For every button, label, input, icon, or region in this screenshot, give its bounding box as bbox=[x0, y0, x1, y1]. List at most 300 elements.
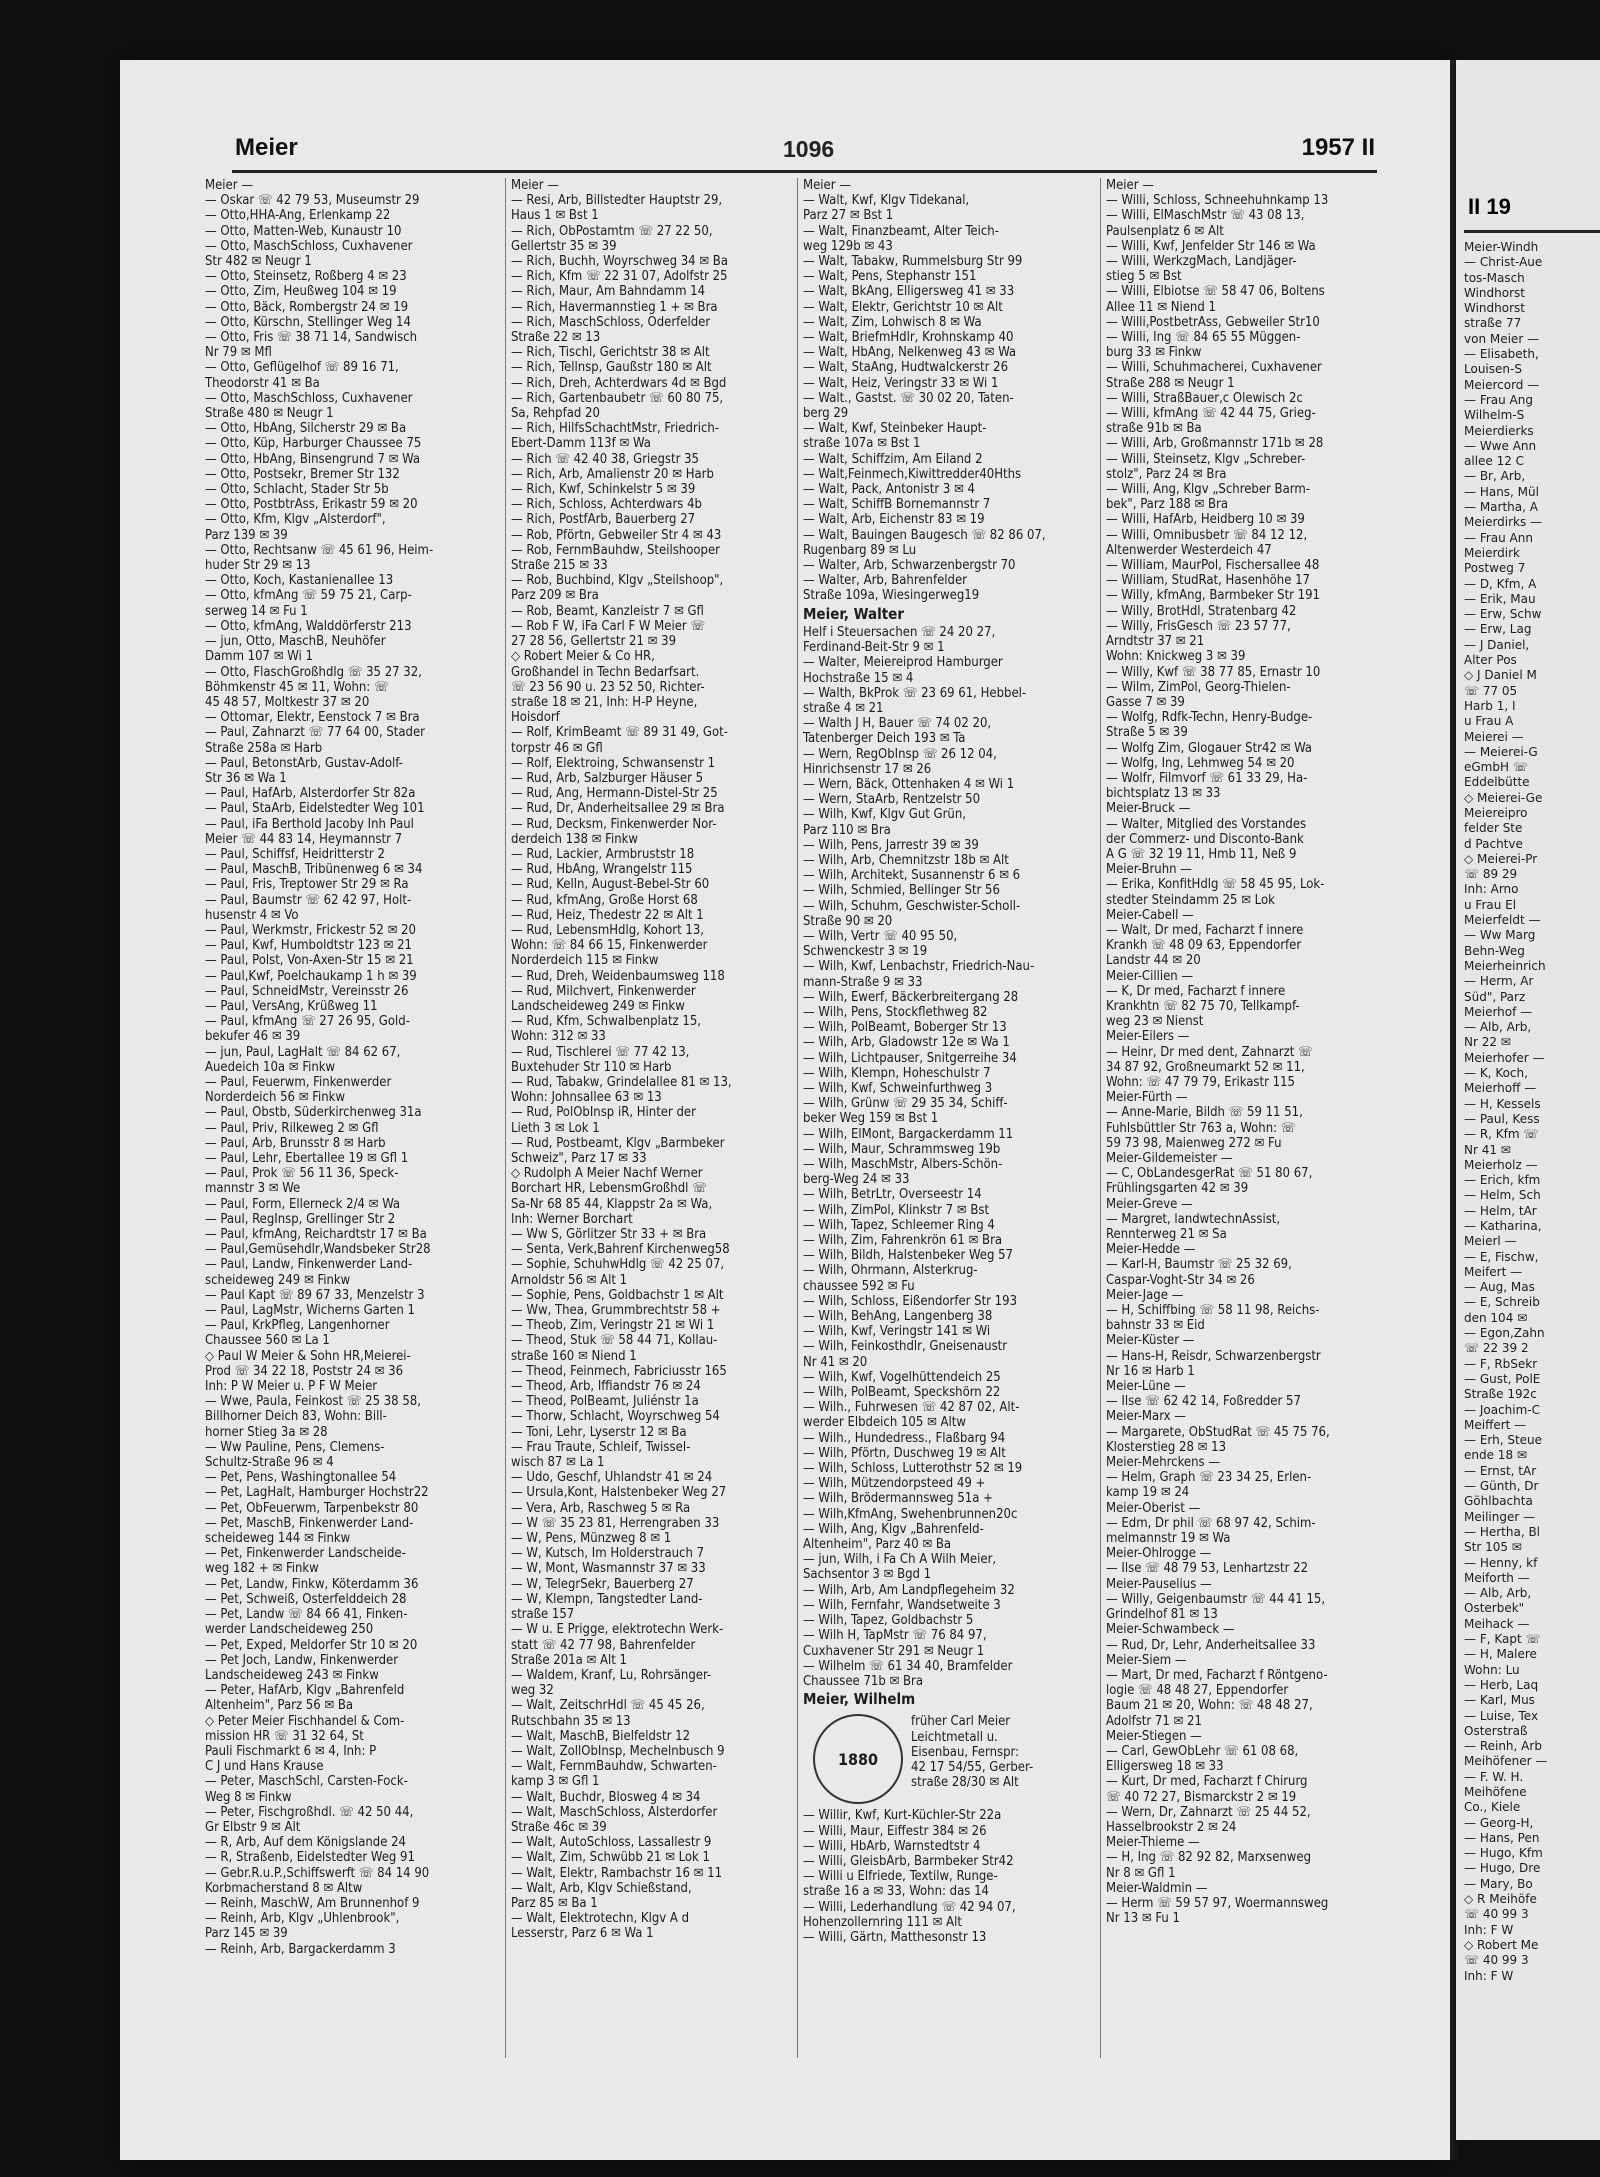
directory-entry: — jun, Paul, LagHalt ☏ 84 62 67, bbox=[205, 1044, 401, 1060]
directory-entry: — Pet, MaschB, Finkenwerder Land- bbox=[205, 1515, 414, 1531]
directory-entry: — Rud, Heiz, Thedestr 22 ✉ Alt 1 bbox=[511, 907, 704, 923]
page-header bbox=[235, 134, 1375, 168]
directory-entry: — Paul, Feuerwm, Finkenwerder bbox=[205, 1074, 392, 1090]
directory-entry: Nr 41 ✉ 20 bbox=[803, 1354, 868, 1370]
directory-entry: Sa-Nr 68 85 44, Klappstr 2a ✉ Wa, bbox=[511, 1196, 713, 1212]
directory-entry: — Aug, Mas bbox=[1464, 1280, 1535, 1295]
directory-entry: Korbmacherstand 8 ✉ Altw bbox=[205, 1880, 363, 1896]
directory-entry: — Thorw, Schlacht, Woyrschweg 54 bbox=[511, 1409, 720, 1425]
directory-entry: — Wilh, Architekt, Susannenstr 6 ✉ 6 bbox=[803, 868, 1021, 884]
directory-entry: — Martha, A bbox=[1464, 500, 1538, 515]
directory-entry: — Erik, Mau bbox=[1464, 591, 1536, 606]
directory-entry: Lesserstr, Parz 6 ✉ Wa 1 bbox=[511, 1926, 654, 1942]
directory-entry: straße 77 bbox=[1464, 316, 1522, 331]
directory-entry: bek", Parz 188 ✉ Bra bbox=[1106, 497, 1229, 513]
directory-entry: — Willi, Steinsetz, Klgv „Schreber- bbox=[1106, 451, 1306, 467]
directory-entry: Meier-Jage — bbox=[1106, 1287, 1184, 1303]
directory-entry: kamp 3 ✉ Gfl 1 bbox=[511, 1774, 600, 1790]
directory-entry: — Paul, LagMstr, Wicherns Garten 1 bbox=[205, 1303, 415, 1319]
directory-entry: Wohn: 312 ✉ 33 bbox=[511, 1029, 606, 1045]
directory-entry: — Wilh, PolBeamt, Speckshörn 22 bbox=[803, 1385, 1001, 1401]
directory-entry: Inh: Arno bbox=[1464, 882, 1519, 897]
directory-entry: — Wilh H, TapMstr ☏ 76 84 97, bbox=[803, 1628, 987, 1644]
directory-entry: Straße 258a ✉ Harb bbox=[205, 740, 323, 756]
directory-entry: Meier — bbox=[205, 178, 253, 193]
directory-entry: — Willy, FrisGesch ☏ 23 57 77, bbox=[1106, 618, 1291, 634]
directory-entry: Parz 209 ✉ Bra bbox=[511, 588, 599, 604]
directory-entry: Leichtmetall u. bbox=[911, 1729, 998, 1745]
directory-entry: Str 36 ✉ Wa 1 bbox=[205, 770, 287, 786]
directory-entry: — Walth, BkProk ☏ 23 69 61, Hebbel- bbox=[803, 685, 1027, 701]
directory-entry: — Paul,Kwf, Poelchaukamp 1 h ✉ 39 bbox=[205, 968, 417, 984]
directory-entry: — Wilhelm ☏ 61 34 40, Bramfelder bbox=[803, 1658, 1013, 1674]
directory-entry: — F. W. H. bbox=[1464, 1769, 1524, 1784]
directory-entry: — Rich, HilfsSchachtMstr, Friedrich- bbox=[511, 421, 720, 437]
directory-entry: — Vera, Arb, Raschweg 5 ✉ Ra bbox=[511, 1500, 691, 1516]
directory-entry: — Paul, MaschB, Tribünenweg 6 ✉ 34 bbox=[205, 862, 423, 878]
directory-entry: Nr 41 ✉ bbox=[1464, 1142, 1511, 1157]
directory-entry: — Rud, LebensmHdlg, Kohort 13, bbox=[511, 922, 704, 938]
directory-entry: — Willi, Elbiotse ☏ 58 47 06, Boltens bbox=[1106, 284, 1325, 300]
directory-entry: — Wilh, Ohrmann, Alsterkrug- bbox=[803, 1263, 978, 1279]
directory-entry: Paulsenplatz 6 ✉ Alt bbox=[1106, 223, 1224, 239]
directory-entry: — Anne-Marie, Bildh ☏ 59 11 51, bbox=[1106, 1105, 1303, 1121]
directory-entry: tos-Masch bbox=[1464, 270, 1525, 285]
directory-entry: — Walt, Pack, Antonistr 3 ✉ 4 bbox=[803, 482, 975, 498]
directory-entry: beker Weg 159 ✉ Bst 1 bbox=[803, 1111, 939, 1127]
column-1 bbox=[205, 178, 477, 2078]
directory-entry: — Hertha, Bl bbox=[1464, 1524, 1541, 1539]
directory-entry: Meier — bbox=[1106, 178, 1154, 193]
directory-entry: Meier-Cillien — bbox=[1106, 968, 1194, 984]
directory-entry: Meierhofer — bbox=[1464, 1050, 1545, 1065]
directory-entry: — Otto, MaschSchloss, Cuxhavener bbox=[205, 390, 413, 406]
directory-entry: — Rud, Milchvert, Finkenwerder bbox=[511, 983, 696, 999]
directory-entry: Meifert — bbox=[1464, 1264, 1523, 1279]
directory-entry: — F, Kapt ☏ bbox=[1464, 1632, 1541, 1647]
directory-entry: Gasse 7 ✉ 39 bbox=[1106, 694, 1185, 710]
directory-entry: — Rud, Tischlerei ☏ 77 42 13, bbox=[511, 1044, 690, 1060]
directory-entry: Meier-Schwambeck — bbox=[1106, 1622, 1235, 1638]
directory-entry: — Willi, Gärtn, Matthesonstr 13 bbox=[803, 1929, 987, 1945]
directory-entry: ☏ 23 56 90 u. 23 52 50, Richter- bbox=[511, 679, 705, 695]
directory-entry: — William, StudRat, Hasenhöhe 17 bbox=[1106, 573, 1310, 589]
directory-entry: — Wilh, PolBeamt, Boberger Str 13 bbox=[803, 1020, 1007, 1036]
directory-entry: — Katharina, bbox=[1464, 1219, 1542, 1233]
directory-entry: — Rud, HbAng, Wrangelstr 115 bbox=[511, 862, 693, 878]
directory-entry: — Reinh, MaschW, Am Brunnenhof 9 bbox=[205, 1895, 420, 1911]
directory-entry: Straße 5 ✉ 39 bbox=[1106, 725, 1188, 741]
directory-entry: — Paul, Kess bbox=[1464, 1111, 1540, 1126]
directory-entry: — Willi, Kwf, Jenfelder Str 146 ✉ Wa bbox=[1106, 238, 1316, 254]
directory-entry: — Walth J H, Bauer ☏ 74 02 20, bbox=[803, 716, 992, 732]
directory-entry: Meiffert — bbox=[1464, 1417, 1527, 1432]
directory-entry: — Otto, MaschSchloss, Cuxhavener bbox=[205, 238, 413, 254]
directory-entry: 45 48 57, Moltkestr 37 ✉ 20 bbox=[205, 694, 370, 710]
directory-entry: felder Ste bbox=[1464, 821, 1523, 836]
directory-entry: Meihack — bbox=[1464, 1616, 1530, 1631]
directory-entry: — Sophie, SchuhwHdlg ☏ 42 25 07, bbox=[511, 1257, 725, 1273]
directory-entry: Meierhof — bbox=[1464, 1004, 1533, 1019]
directory-entry: Straße 215 ✉ 33 bbox=[511, 558, 608, 574]
directory-entry: — Walt,Feinmech,Kiwittredder40Hths bbox=[803, 466, 1022, 482]
directory-entry: Meierholz — bbox=[1464, 1157, 1538, 1172]
directory-entry: — Walt, Zim, Lohwisch 8 ✉ Wa bbox=[803, 314, 982, 330]
directory-entry: Meierhoff — bbox=[1464, 1081, 1537, 1096]
directory-entry: — Wilh, Arb, Chemnitzstr 18b ✉ Alt bbox=[803, 852, 1009, 868]
directory-entry: ◇ J Daniel M bbox=[1464, 668, 1537, 683]
company-seal: 1880 bbox=[813, 1714, 903, 1804]
directory-entry: — Oskar ☏ 42 79 53, Museumstr 29 bbox=[205, 193, 420, 209]
directory-entry: — Rud, Kfm, Schwalbenplatz 15, bbox=[511, 1014, 701, 1030]
directory-entry: Meier-Siem — bbox=[1106, 1652, 1187, 1668]
directory-entry: — Walter, Meiereiprod Hamburger bbox=[803, 655, 1003, 671]
directory-entry: — Wilh, Grünw ☏ 29 35 34, Schiff- bbox=[803, 1096, 1008, 1112]
directory-entry: — Pet, Landw ☏ 84 66 41, Finken- bbox=[205, 1607, 408, 1623]
header-name: Meier bbox=[235, 134, 298, 161]
directory-entry: — Wilh, Feinkosthdlr, Gneisenaustr bbox=[803, 1339, 1008, 1355]
directory-entry: — Pet, ObFeuerwm, Tarpenbekstr 80 bbox=[205, 1500, 419, 1516]
directory-entry: — Wilh, Schmied, Bellinger Str 56 bbox=[803, 883, 1000, 899]
directory-entry: Sa, Rehpfad 20 bbox=[511, 406, 600, 422]
directory-entry: — Wolfg Zim, Glogauer Str42 ✉ Wa bbox=[1106, 740, 1312, 756]
directory-entry: Straße 480 ✉ Neugr 1 bbox=[205, 406, 334, 422]
directory-entry: — Frau Traute, Schleif, Twissel- bbox=[511, 1439, 691, 1455]
directory-entry: — Walt, ZeitschrHdl ☏ 45 45 26, bbox=[511, 1698, 705, 1714]
directory-entry: — Paul, Landw, Finkenwerder Land- bbox=[205, 1257, 413, 1273]
directory-entry: der Commerz- und Disconto-Bank bbox=[1106, 831, 1304, 847]
directory-entry: bahnstr 33 ✉ Eid bbox=[1106, 1318, 1205, 1334]
directory-entry: u Frau El bbox=[1464, 897, 1517, 912]
directory-entry: — Willi, Omnibusbetr ☏ 84 12 12, bbox=[1106, 527, 1308, 543]
directory-entry: Meier-Eilers — bbox=[1106, 1029, 1190, 1045]
directory-entry: husenstr 4 ✉ Vo bbox=[205, 907, 299, 923]
directory-entry: — Willir, Kwf, Kurt-Küchler-Str 22a bbox=[803, 1808, 1002, 1824]
directory-entry: — Ilse ☏ 62 42 14, Foßredder 57 bbox=[1106, 1394, 1301, 1410]
directory-entry: — Pet, Exped, Meldorfer Str 10 ✉ 20 bbox=[205, 1637, 418, 1653]
directory-entry: — Willy, BrotHdl, Stratenbarg 42 bbox=[1106, 603, 1297, 619]
directory-entry: 42 17 54/55, Gerber- bbox=[911, 1759, 1034, 1775]
directory-entry: — Otto, Kfm, Klgv „Alsterdorf", bbox=[205, 512, 386, 528]
directory-entry: — Willi, Ang, Klgv „Schreber Barm- bbox=[1106, 482, 1310, 498]
directory-entry: — Wilm, ZimPol, Georg-Thielen- bbox=[1106, 679, 1291, 695]
directory-entry: Meilinger — bbox=[1464, 1509, 1536, 1524]
directory-entry: — Georg-H, bbox=[1464, 1815, 1534, 1830]
directory-entry: Straße 109a, Wiesingerweg19 bbox=[803, 588, 980, 604]
directory-entry: — Willi, Ing ☏ 84 65 55 Müggen- bbox=[1106, 330, 1301, 346]
directory-entry: Nr 8 ✉ Gfl 1 bbox=[1106, 1865, 1176, 1881]
directory-entry: Arnoldstr 56 ✉ Alt 1 bbox=[511, 1272, 628, 1288]
directory-entry: — Helm, Sch bbox=[1464, 1188, 1541, 1203]
entry-heading-walter: Meier, Walter bbox=[803, 604, 904, 623]
directory-entry: Hinrichsenstr 17 ✉ 26 bbox=[803, 761, 932, 777]
directory-entry: — Ilse ☏ 48 79 53, Lenhartzstr 22 bbox=[1106, 1561, 1309, 1577]
directory-entry: kamp 19 ✉ 24 bbox=[1106, 1485, 1190, 1501]
directory-entry: — Pet Joch, Landw, Finkenwerder bbox=[205, 1652, 399, 1668]
column-2 bbox=[511, 178, 783, 2078]
directory-entry: — Wilh, Kwf, Klgv Gut Grün, bbox=[803, 807, 966, 823]
directory-entry: — Hans, Pen bbox=[1464, 1830, 1540, 1845]
directory-entry: — Wilh, Kwf, Veringstr 141 ✉ Wi bbox=[803, 1324, 991, 1340]
directory-entry: — Herm, Ar bbox=[1464, 974, 1534, 989]
directory-entry: straße 91b ✉ Ba bbox=[1106, 421, 1202, 437]
directory-entry: — Wolfg, Ing, Lehmweg 54 ✉ 20 bbox=[1106, 755, 1295, 771]
directory-entry: Ebert-Damm 113f ✉ Wa bbox=[511, 436, 651, 452]
directory-entry: Wohn: ☏ 84 66 15, Finkenwerder bbox=[511, 938, 708, 954]
directory-entry: — Rich, ObPostamtm ☏ 27 22 50, bbox=[511, 223, 713, 239]
directory-entry: — Wern, StaArb, Rentzelstr 50 bbox=[803, 792, 981, 808]
directory-entry: Auedeich 10a ✉ Finkw bbox=[205, 1059, 336, 1075]
directory-entry: — Theod, Arb, Iffiandstr 76 ✉ 24 bbox=[511, 1379, 701, 1395]
directory-entry: — Wilh, Schloss, Lutterothstr 52 ✉ 19 bbox=[803, 1461, 1023, 1477]
directory-entry: — Pet, Schweiß, Osterfelddeich 28 bbox=[205, 1591, 407, 1607]
directory-entry: — Wern, Dr, Zahnarzt ☏ 25 44 52, bbox=[1106, 1804, 1311, 1820]
directory-entry: — Helm, Graph ☏ 23 34 25, Erlen- bbox=[1106, 1470, 1312, 1486]
directory-entry: stedter Steindamm 25 ✉ Lok bbox=[1106, 892, 1275, 908]
directory-entry: — Rich, MaschSchloss, Oderfelder bbox=[511, 314, 711, 330]
directory-entry: Straße 46c ✉ 39 bbox=[511, 1819, 607, 1835]
directory-entry: Chaussee 560 ✉ La 1 bbox=[205, 1333, 330, 1349]
directory-entry: — Hugo, Dre bbox=[1464, 1861, 1541, 1876]
directory-entry: — Rich, Dreh, Achterdwars 4d ✉ Bgd bbox=[511, 375, 727, 391]
directory-entry: — Wilh, Pens, Stockflethweg 82 bbox=[803, 1004, 988, 1020]
directory-entry: Nr 79 ✉ Mfl bbox=[205, 345, 272, 361]
directory-entry: Inh: F W bbox=[1464, 1922, 1514, 1937]
directory-entry: — Margarete, ObStudRat ☏ 45 75 76, bbox=[1106, 1424, 1330, 1440]
directory-entry: Meier — bbox=[803, 178, 851, 193]
directory-entry: — Walt, BriefmHdlr, Krohnskamp 40 bbox=[803, 330, 1014, 346]
directory-entry: Hohenzollernring 111 ✉ Alt bbox=[803, 1914, 962, 1930]
directory-entry: Postweg 7 bbox=[1464, 561, 1526, 576]
directory-entry: — Wilh., Fuhrwesen ☏ 42 87 02, Alt- bbox=[803, 1400, 1020, 1416]
directory-entry: den 104 ✉ bbox=[1464, 1310, 1528, 1325]
directory-entry: Hoisdorf bbox=[511, 710, 560, 726]
directory-entry: Haus 1 ✉ Bst 1 bbox=[511, 208, 599, 224]
directory-entry: Meier-Mehrckens — bbox=[1106, 1455, 1221, 1471]
directory-entry: — Wwe Ann bbox=[1464, 438, 1537, 453]
directory-entry: Nr 16 ✉ Harb 1 bbox=[1106, 1363, 1195, 1379]
directory-entry: — Willi, WerkzgMach, Landjäger- bbox=[1106, 254, 1297, 270]
directory-entry: — E, Fischw, bbox=[1464, 1249, 1539, 1264]
directory-entry: Meier-Greve — bbox=[1106, 1196, 1193, 1212]
directory-entry: Krankhtn ☏ 82 75 70, Tellkampf- bbox=[1106, 998, 1300, 1014]
directory-entry: Göhlbachta bbox=[1464, 1494, 1533, 1509]
directory-entry: — Hans-H, Reisdr, Schwarzenbergstr bbox=[1106, 1348, 1321, 1364]
directory-entry: ☏ 40 99 3 bbox=[1464, 1907, 1529, 1922]
directory-entry: Parz 85 ✉ Ba 1 bbox=[511, 1895, 598, 1911]
directory-entry: Meihöfene bbox=[1464, 1784, 1527, 1799]
directory-entry: — Paul, Kwf, Humboldtstr 123 ✉ 21 bbox=[205, 938, 412, 954]
directory-entry: — Christ-Aue bbox=[1464, 255, 1543, 270]
directory-entry: Wohn: Knickweg 3 ✉ 39 bbox=[1106, 649, 1246, 665]
directory-entry: — Willi,PostbetrAss, Gebweiler Str10 bbox=[1106, 314, 1320, 330]
directory-entry: allee 12 C bbox=[1464, 454, 1525, 469]
directory-entry: stieg 5 ✉ Bst bbox=[1106, 269, 1182, 285]
directory-entry: — Willi, Arb, Großmannstr 171b ✉ 28 bbox=[1106, 436, 1324, 452]
directory-entry: — W, TelegrSekr, Bauerberg 27 bbox=[511, 1576, 694, 1592]
directory-entry: Meier ☏ 44 83 14, Heymannstr 7 bbox=[205, 831, 403, 847]
directory-entry: — H, Schiffbing ☏ 58 11 98, Reichs- bbox=[1106, 1303, 1320, 1319]
directory-entry: straße 160 ✉ Niend 1 bbox=[511, 1348, 637, 1364]
directory-entry: — Joachim-C bbox=[1464, 1402, 1540, 1417]
directory-entry: Ferdinand-Beit-Str 9 ✉ 1 bbox=[803, 640, 945, 656]
directory-entry: — Karl, Mus bbox=[1464, 1693, 1535, 1708]
directory-entry: — Walt, Schiffzim, Am Eiland 2 bbox=[803, 451, 983, 467]
directory-entry: — Hans, Mül bbox=[1464, 484, 1539, 499]
directory-entry: — H, Kessels bbox=[1464, 1096, 1541, 1111]
directory-entry: — Wilh, Klempn, Hoheschulstr 7 bbox=[803, 1065, 991, 1081]
directory-entry: — Egon,Zahn bbox=[1464, 1326, 1545, 1341]
directory-entry: — Rob, FernmBauhdw, Steilshooper bbox=[511, 542, 720, 558]
directory-entry: — W, Pens, Münzweg 8 ✉ 1 bbox=[511, 1531, 672, 1547]
directory-entry: — Otto, Küp, Harburger Chaussee 75 bbox=[205, 436, 422, 452]
directory-entry: Meier-Stiegen — bbox=[1106, 1728, 1202, 1744]
directory-entry: Straße 192c bbox=[1464, 1387, 1537, 1402]
directory-entry: — Heinr, Dr med dent, Zahnarzt ☏ bbox=[1106, 1044, 1313, 1060]
directory-entry: bekufer 46 ✉ 39 bbox=[205, 1029, 301, 1045]
directory-entry: — Carl, GewObLehr ☏ 61 08 68, bbox=[1106, 1743, 1299, 1759]
directory-entry: — W, Kutsch, Im Holderstrauch 7 bbox=[511, 1546, 705, 1562]
directory-entry: Inh: F W bbox=[1464, 1968, 1514, 1983]
directory-entry: — W, Klempn, Tangstedter Land- bbox=[511, 1591, 703, 1607]
next-page-header: II 19 bbox=[1468, 194, 1511, 219]
directory-entry: — Willi, Maur, Eiffestr 384 ✉ 26 bbox=[803, 1823, 987, 1839]
directory-entry: Windhorst bbox=[1464, 285, 1525, 300]
directory-entry: — Otto, Geflügelhof ☏ 89 16 71, bbox=[205, 360, 399, 376]
directory-entry: — H, Ing ☏ 82 92 82, Marxsenweg bbox=[1106, 1850, 1311, 1866]
directory-entry: — Paul, Form, Ellerneck 2/4 ✉ Wa bbox=[205, 1196, 401, 1212]
directory-entry: — Rich, PostfArb, Bauerberg 27 bbox=[511, 512, 696, 528]
directory-entry: Meier-Bruck — bbox=[1106, 801, 1191, 817]
directory-entry: Straße 22 ✉ 13 bbox=[511, 330, 601, 346]
directory-entry: — Ursula,Kont, Halstenbeker Weg 27 bbox=[511, 1485, 727, 1501]
directory-entry: — Paul, BetonstArb, Gustav-Adolf- bbox=[205, 755, 403, 771]
directory-entry: Theodorstr 41 ✉ Ba bbox=[205, 375, 320, 391]
directory-entry: — Walt, Tabakw, Rummelsburg Str 99 bbox=[803, 254, 1023, 270]
directory-entry: torpstr 46 ✉ Gfl bbox=[511, 740, 603, 756]
directory-entry: — Hugo, Kfm bbox=[1464, 1846, 1543, 1861]
directory-entry: — C, ObLandesgerRat ☏ 51 80 67, bbox=[1106, 1166, 1313, 1182]
directory-entry: Parz 145 ✉ 39 bbox=[205, 1926, 288, 1942]
directory-entry: — Walt, HbAng, Nelkenweg 43 ✉ Wa bbox=[803, 345, 1017, 361]
directory-entry: — Walt, Elektrotechn, Klgv A d bbox=[511, 1911, 690, 1927]
directory-entry: — Wwe, Paula, Feinkost ☏ 25 38 58, bbox=[205, 1394, 421, 1410]
directory-entry: Louisen-S bbox=[1464, 362, 1522, 377]
directory-entry: — Otto, Steinsetz, Roßberg 4 ✉ 23 bbox=[205, 269, 407, 285]
directory-entry: — Resi, Arb, Billstedter Hauptstr 29, bbox=[511, 193, 723, 209]
directory-entry: — Willi, Schloss, Schneehuhnkamp 13 bbox=[1106, 193, 1329, 209]
directory-entry: berg 29 bbox=[803, 406, 849, 422]
directory-entry: — Br, Arb, bbox=[1464, 469, 1526, 484]
directory-entry: Sachsentor 3 ✉ Bgd 1 bbox=[803, 1567, 932, 1583]
directory-entry: Elligersweg 18 ✉ 33 bbox=[1106, 1759, 1224, 1775]
directory-entry: — Frau Ang bbox=[1464, 392, 1533, 407]
directory-entry: ◇ Peter Meier Fischhandel & Com- bbox=[205, 1713, 405, 1729]
directory-entry: weg 182 + ✉ Finkw bbox=[205, 1561, 319, 1577]
directory-entry: Landscheideweg 249 ✉ Finkw bbox=[511, 998, 685, 1014]
directory-entry: — Walt., Gastst. ☏ 30 02 20, Taten- bbox=[803, 390, 1014, 406]
directory-entry: — Kurt, Dr med, Facharzt f Chirurg bbox=[1106, 1774, 1308, 1790]
directory-entry: Harb 1, I bbox=[1464, 698, 1516, 713]
directory-entry: Norderdeich 115 ✉ Finkw bbox=[511, 953, 659, 969]
directory-entry: — Wolfr, Filmvorf ☏ 61 33 29, Ha- bbox=[1106, 770, 1308, 786]
directory-entry: — K, Dr med, Facharzt f innere bbox=[1106, 983, 1286, 999]
directory-entry: Meierdirks — bbox=[1464, 515, 1543, 530]
directory-entry: Altenheim", Parz 40 ✉ Ba bbox=[803, 1537, 952, 1553]
directory-entry: — Otto, Postsekr, Bremer Str 132 bbox=[205, 466, 400, 482]
directory-entry: — F, RbSekr bbox=[1464, 1356, 1538, 1371]
directory-entry: — Wilh, Zim, Fahrenkrön 61 ✉ Bra bbox=[803, 1233, 1003, 1249]
directory-entry: Osterbek" bbox=[1464, 1601, 1525, 1616]
directory-entry: — Willy, Kwf ☏ 38 77 85, Ernastr 10 bbox=[1106, 664, 1321, 680]
directory-entry: Straße 90 ✉ 20 bbox=[803, 913, 893, 929]
directory-entry: — Walt, Buchdr, Blosweg 4 ✉ 34 bbox=[511, 1789, 701, 1805]
directory-entry: — Rich, Kfm ☏ 22 31 07, Adolfstr 25 bbox=[511, 269, 728, 285]
directory-entry: — Willi, Schuhmacherei, Cuxhavener bbox=[1106, 360, 1322, 376]
directory-entry: — Rich, Maur, Am Bahndamm 14 bbox=[511, 284, 706, 300]
directory-entry: — Rob, Beamt, Kanzleistr 7 ✉ Gfl bbox=[511, 603, 704, 619]
directory-entry: — Wern, RegObInsp ☏ 26 12 04, bbox=[803, 746, 997, 762]
directory-entry: weg 23 ✉ Nienst bbox=[1106, 1014, 1204, 1030]
directory-entry: — Paul, Baumstr ☏ 62 42 97, Holt- bbox=[205, 892, 412, 908]
directory-entry: Straße 288 ✉ Neugr 1 bbox=[1106, 375, 1235, 391]
directory-entry: C J und Hans Krause bbox=[205, 1759, 324, 1775]
directory-entry: — Rud, Postbeamt, Klgv „Barmbeker bbox=[511, 1135, 725, 1151]
directory-entry: — Rolf, Elektroing, Schwansenstr 1 bbox=[511, 755, 716, 771]
directory-entry: — Paul, KrkPfleg, Langenhorner bbox=[205, 1318, 390, 1334]
directory-entry: Meierdierks bbox=[1464, 423, 1534, 438]
directory-entry: d Pachtve bbox=[1464, 836, 1523, 851]
directory-entry: Caspar-Voght-Str 34 ✉ 26 bbox=[1106, 1272, 1255, 1288]
directory-entry: — Erh, Steue bbox=[1464, 1433, 1543, 1448]
directory-entry: — Karl-H, Baumstr ☏ 25 32 69, bbox=[1106, 1257, 1292, 1273]
directory-entry: bichtsplatz 13 ✉ 33 bbox=[1106, 786, 1221, 802]
directory-entry: Eisenbau, Fernspr: bbox=[911, 1744, 1020, 1760]
directory-entry: Cuxhavener Str 291 ✉ Neugr 1 bbox=[803, 1643, 985, 1659]
directory-entry: Meier-Ohlrogge — bbox=[1106, 1546, 1212, 1562]
header-year: 1957 II bbox=[1301, 134, 1375, 161]
directory-entry: Nr 22 ✉ bbox=[1464, 1035, 1511, 1050]
directory-entry: Meierfeldt — bbox=[1464, 913, 1541, 928]
directory-entry: — Wilh, Arb, Gladowstr 12e ✉ Wa 1 bbox=[803, 1035, 1010, 1051]
directory-entry: — Otto, Kürschn, Stellinger Weg 14 bbox=[205, 314, 411, 330]
directory-entry: — Willi, Lederhandlung ☏ 42 94 07, bbox=[803, 1899, 1016, 1915]
directory-entry: — Gust, PolE bbox=[1464, 1371, 1541, 1386]
directory-entry: — Willi, ElMaschMstr ☏ 43 08 13, bbox=[1106, 208, 1305, 224]
directory-entry: — Rud, Ang, Hermann-Distel-Str 25 bbox=[511, 786, 718, 802]
directory-entry: Billhorner Deich 83, Wohn: Bill- bbox=[205, 1409, 387, 1425]
directory-entry: Meierdirk bbox=[1464, 545, 1521, 560]
directory-entry: — Günth, Dr bbox=[1464, 1479, 1539, 1494]
directory-entry: — Paul, kfmAng ☏ 27 26 95, Gold- bbox=[205, 1014, 410, 1030]
directory-entry: — Paul,Gemüsehdlr,Wandsbeker Str28 bbox=[205, 1242, 431, 1258]
directory-entry: straße 16 a ✉ 33, Wohn: das 14 bbox=[803, 1884, 989, 1900]
directory-entry: Eddelbütte bbox=[1464, 775, 1530, 790]
directory-entry: Landstr 44 ✉ 20 bbox=[1106, 953, 1201, 969]
directory-entry: — Henny, kf bbox=[1464, 1555, 1538, 1570]
directory-entry: — Luise, Tex bbox=[1464, 1708, 1539, 1723]
directory-entry: — Wilh, Vertr ☏ 40 95 50, bbox=[803, 928, 958, 944]
directory-entry: — Willi, GleisbArb, Barmbeker Str42 bbox=[803, 1853, 1014, 1869]
directory-entry: — Theod, PolBeamt, Juliénstr 1a bbox=[511, 1394, 699, 1410]
directory-entry: — Wilh, Ewerf, Bäckerbreitergang 28 bbox=[803, 989, 1019, 1005]
directory-entry: Alter Pos bbox=[1464, 653, 1517, 668]
directory-entry: — Otto, Rechtsanw ☏ 45 61 96, Heim- bbox=[205, 542, 434, 558]
directory-entry: serweg 14 ✉ Fu 1 bbox=[205, 603, 308, 619]
directory-entry: — Rob, Pförtn, Gebweiler Str 4 ✉ 43 bbox=[511, 527, 722, 543]
directory-entry: Tatenberger Deich 193 ✉ Ta bbox=[803, 731, 966, 747]
directory-entry: — Toni, Lehr, Lyserstr 12 ✉ Ba bbox=[511, 1424, 687, 1440]
